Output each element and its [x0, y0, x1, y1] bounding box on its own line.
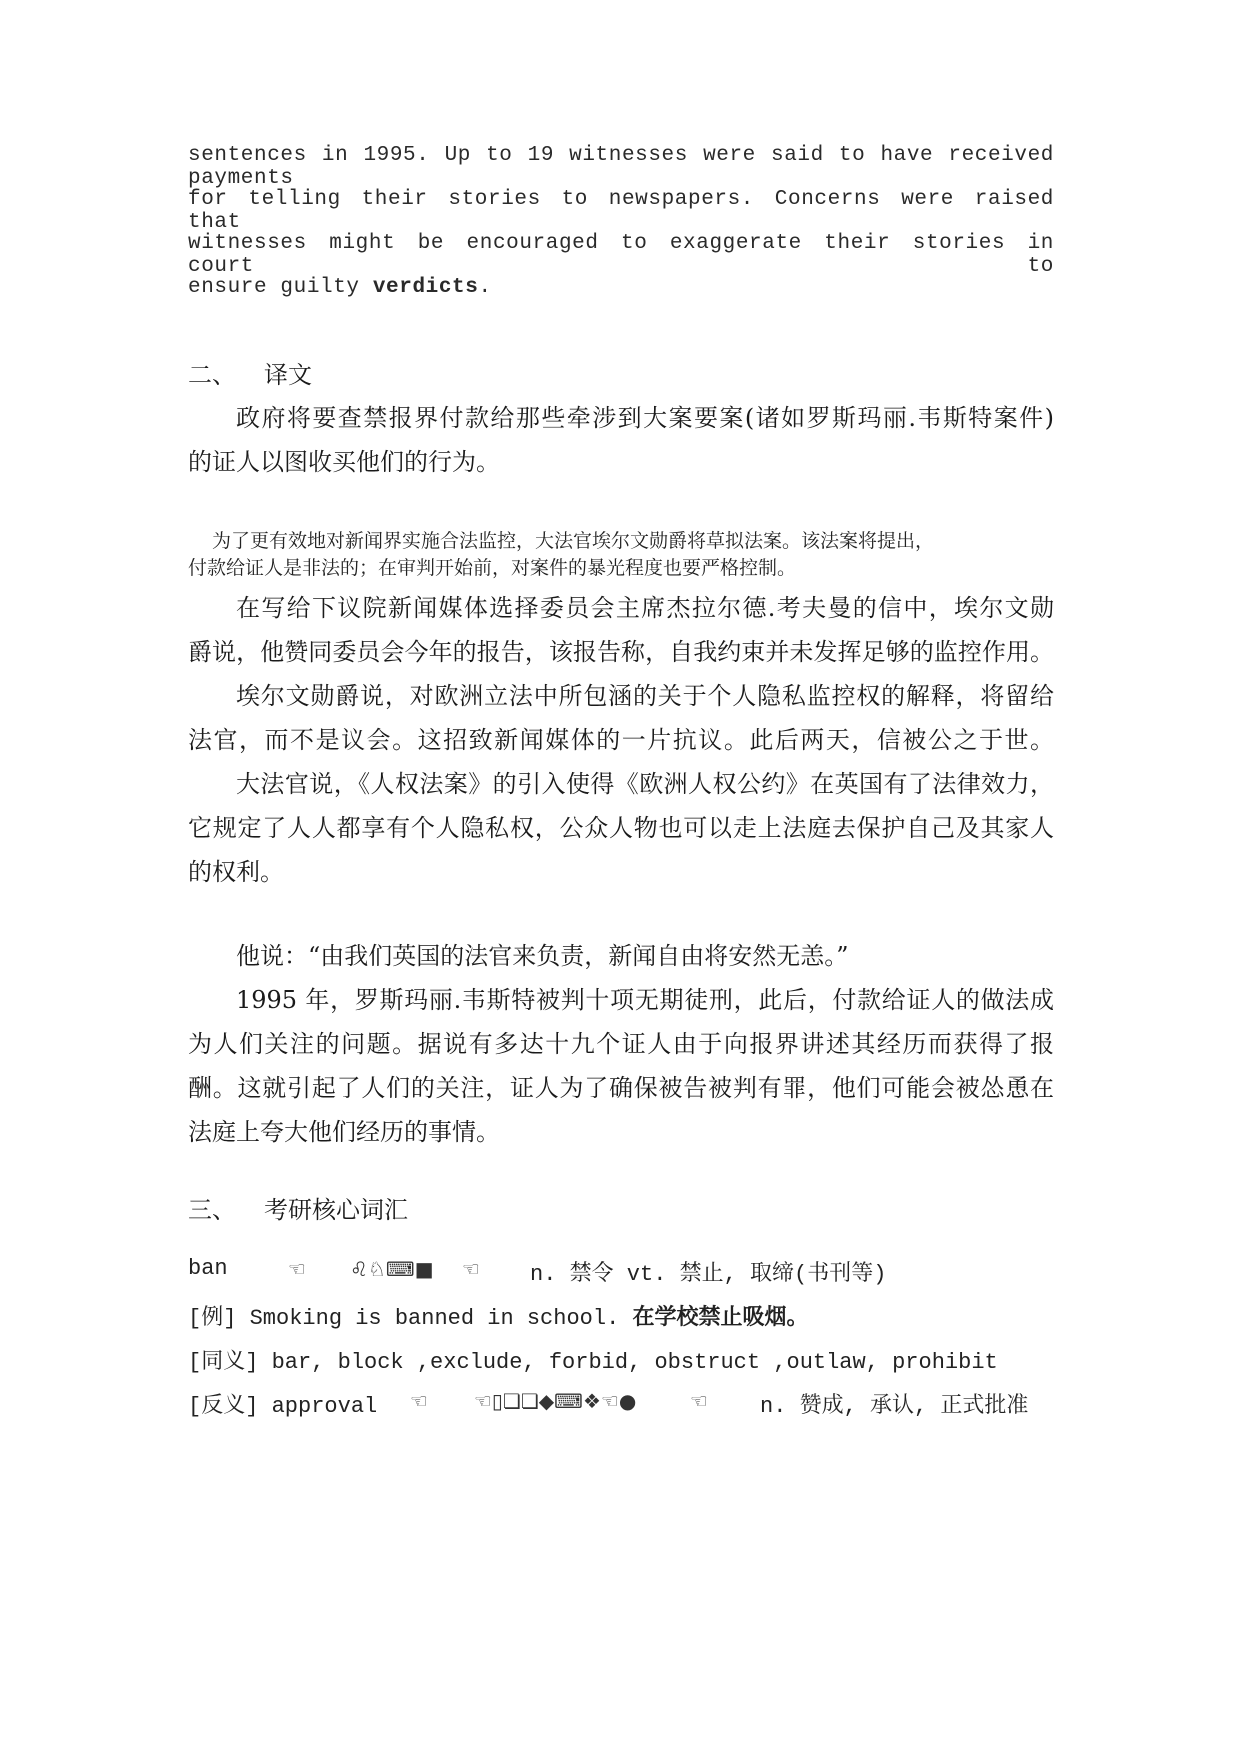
translation-p7-line-3: 酬。这就引起了人们的关注，证人为了确保被告被判有罪，他们可能会被怂恿在: [188, 1074, 1054, 1102]
translation-p4-line-2: 法官，而不是议会。这招致新闻媒体的一片抗议。此后两天，信被公之于世。: [188, 726, 1054, 754]
translation-p2-line-2: 付款给证人是非法的；在审判开始前，对案件的暴光程度也要严格控制。: [188, 557, 797, 579]
translation-p5-line-2: 它规定了人人都享有个人隐私权，公众人物也可以走上法庭去保护自己及其家人: [188, 814, 1054, 842]
synonym-line: [188, 1344, 998, 1375]
antonym-word: approval: [258, 1394, 378, 1419]
phonetic-close-icon: ☜: [462, 1257, 480, 1281]
antonym-tag: [反义]: [188, 1394, 259, 1419]
phonetic-open-icon: ☜: [288, 1257, 306, 1281]
antonym-line: [188, 1388, 377, 1419]
antonym-phonetic-symbols: ☜▯❏❏◆⌨❖☜●: [474, 1389, 637, 1413]
antonym-phonetic-open-icon: ☜: [410, 1389, 428, 1413]
translation-p5-line-1: 大法官说，《人权法案》的引入使得《欧洲人权公约》在英国有了法律效力，: [236, 770, 1054, 798]
section-number: 二、: [188, 361, 236, 389]
section-heading-translation: [188, 355, 312, 390]
vocab-definition: n. 禁令 vt. 禁止, 取缔(书刊等): [530, 1262, 887, 1287]
section-title: 译文: [264, 361, 312, 389]
translation-p4-line-1: 埃尔文勋爵说，对欧洲立法中所包涵的关于个人隐私监控权的解释，将留给: [236, 682, 1054, 710]
antonym-phonetic-close-icon: ☜: [690, 1389, 708, 1413]
translation-p3-line-2: 爵说，他赞同委员会今年的报告，该报告称，自我约束并未发挥足够的监控作用。: [188, 638, 1054, 666]
section-title: 考研核心词汇: [264, 1196, 408, 1224]
translation-p3-line-1: 在写给下议院新闻媒体选择委员会主席杰拉尔德.考夫曼的信中，埃尔文勋: [236, 594, 1054, 622]
english-text: ensure guilty: [188, 276, 373, 299]
antonym-definition: n. 赞成, 承认, 正式批准: [760, 1394, 1029, 1419]
example-chinese: 在学校禁止吸烟。: [632, 1306, 809, 1331]
synonym-list: bar, block ,exclude, forbid, obstruct ,outlaw, prohibit: [258, 1350, 998, 1375]
translation-p1-line-1: 政府将要查禁报界付款给那些牵涉到大案要案(诸如罗斯玛丽.韦斯特案件): [236, 404, 1054, 432]
english-line-1: sentences in 1995. Up to 19 witnesses were said to have received payments: [188, 144, 1054, 190]
example-line: [188, 1300, 809, 1331]
synonym-tag: [同义]: [188, 1350, 259, 1375]
english-line-4: [188, 276, 492, 299]
example-tag: [例]: [188, 1306, 237, 1331]
english-line-3: witnesses might be encouraged to exaggerate their stories in court to: [188, 232, 1054, 278]
translation-p7-line-4: 法庭上夸大他们经历的事情。: [188, 1118, 500, 1146]
bold-word: verdicts: [372, 276, 479, 299]
translation-p6-line-1: 他说：“由我们英国的法官来负责，新闻自由将安然无恙。”: [236, 942, 849, 970]
translation-p2-line-1: 为了更有效地对新闻界实施合法监控，大法官埃尔文勋爵将草拟法案。该法案将提出，: [212, 530, 935, 552]
english-text: .: [478, 276, 492, 299]
section-number: 三、: [188, 1196, 236, 1224]
phonetic-symbols: ♌♘⌨■: [350, 1257, 434, 1281]
translation-p7-line-1: 1995 年，罗斯玛丽.韦斯特被判十项无期徒刑，此后，付款给证人的做法成: [236, 986, 1054, 1014]
translation-p1-line-2: 的证人以图收买他们的行为。: [188, 448, 500, 476]
translation-p5-line-3: 的权利。: [188, 858, 284, 886]
english-line-2: for telling their stories to newspapers. Concerns were raised that: [188, 188, 1054, 234]
section-heading-vocab: [188, 1190, 408, 1225]
translation-p7-line-2: 为人们关注的问题。据说有多达十九个证人由于向报界讲述其经历而获得了报: [188, 1030, 1054, 1058]
vocab-headword: ban: [188, 1256, 228, 1281]
example-english: Smoking is banned in school.: [236, 1306, 633, 1331]
